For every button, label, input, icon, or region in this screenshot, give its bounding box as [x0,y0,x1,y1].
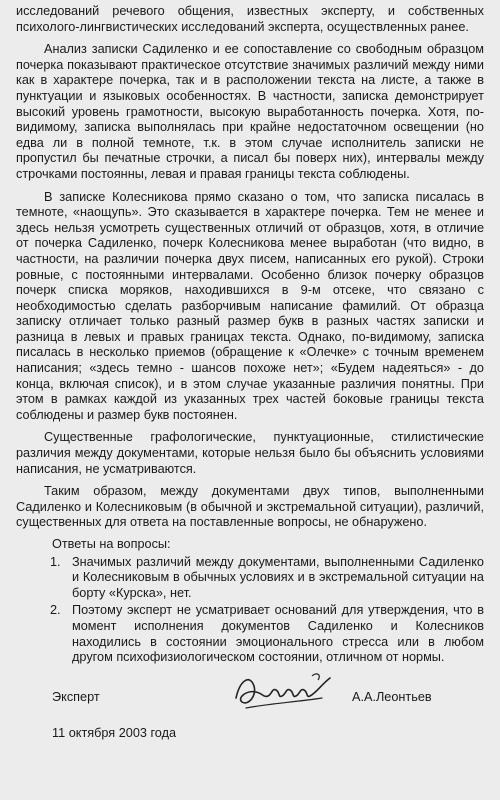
document-date: 11 октября 2003 года [52,725,177,740]
paragraph-differences: Существенные графологические, пунктуационные, стилистические различия между документами, которые нельзя было бы объяснить условиями написания, не усматриваются. [16,430,484,476]
paragraph-sadilenko-analysis: Анализ записки Садиленко и ее сопоставление со свободным образцом почерка показывают практическое отсутствие значимых различий между ними как в характере почерка, так и в расположении текста на листе, а также в пунктуации и языковых особенностях. В частности, записка демонстрирует высокий уровень грамотности, высокую выработанность почерка. Хотя, по-видимому, записка выполнялась при крайне недостаточном освещении (но едва ли в полной темноте, т.к. в этом случае исполнитель записки не пропустил бы печатные строчки, а писал бы поверх них), интервалы между строчками постоянны, левая и правая границы текста соблюдены. [16,42,484,181]
handwritten-signature [226,668,346,716]
paragraph-kolesnikov-analysis: В записке Колесникова прямо сказано о том, что записка писалась в темноте, «наощупь». Это сказывается в характере почерка. Тем не менее и здесь нельзя усмотреть существенных отличий от образцов, хотя, в отличие от почерка Садиленко, почерк Колесникова менее выработан (что видно, в частности, на различии почерка двух писем, написанных его рукой). Строки ровные, с постоянными интервалами. Особенно близок почерку образцов почерк списка моряков, находившихся в 9-м отсеке, что связано с необходимостью сделать разборчивым написание фамилий. От образца записку отличает только разный размер букв в разных частях записки и разница в левых и правых границах текста. Однако, по-видимому, записка писалась в несколько приемов (обращение к «Олечке» с точным временем написания; «здесь темно - шансов похоже нет»; «Будем надеяться» - до конца, включая список), и в этом случае указанные различия понятны. При этом в рамках каждой из указанных трех частей боковые границы текста соблюдены и размер букв постоянен. [16,189,484,422]
answer-text: Поэтому эксперт не усматривает оснований для утверждения, что в момент исполнения документов Садиленко и Колесников находились в состоянии эмоционального стресса или в любом другом психофизиологическом состоянии, отличном от нормы. [72,603,484,665]
answers-heading: Ответы на вопросы: [52,537,171,551]
answer-number: 1. [50,554,61,569]
expert-name: А.А.Леонтьев [352,689,432,704]
answers-list [16,555,484,666]
paragraph-conclusion: Таким образом, между документами двух типов, выполненными Садиленко и Колесниковым (в обычной и экстремальной ситуации), различий, существенных для ответа на поставленные вопросы, не обнаружено. [16,484,484,530]
expert-label: Эксперт [52,689,100,704]
signature-block [16,676,484,716]
answer-number: 2. [50,603,61,618]
answer-item [16,555,484,602]
paragraph-intro-tail: исследований речевого общения, известных эксперту, и собственных психолого-лингвистических исследований эксперта, осуществленных ранее. [16,4,484,34]
answer-text: Значимых различий между документами, выполненными Садиленко и Колесниковым в обычных условиях и в экстремальной ситуации на борту «Курска», нет. [72,554,484,600]
answer-item [16,603,484,665]
